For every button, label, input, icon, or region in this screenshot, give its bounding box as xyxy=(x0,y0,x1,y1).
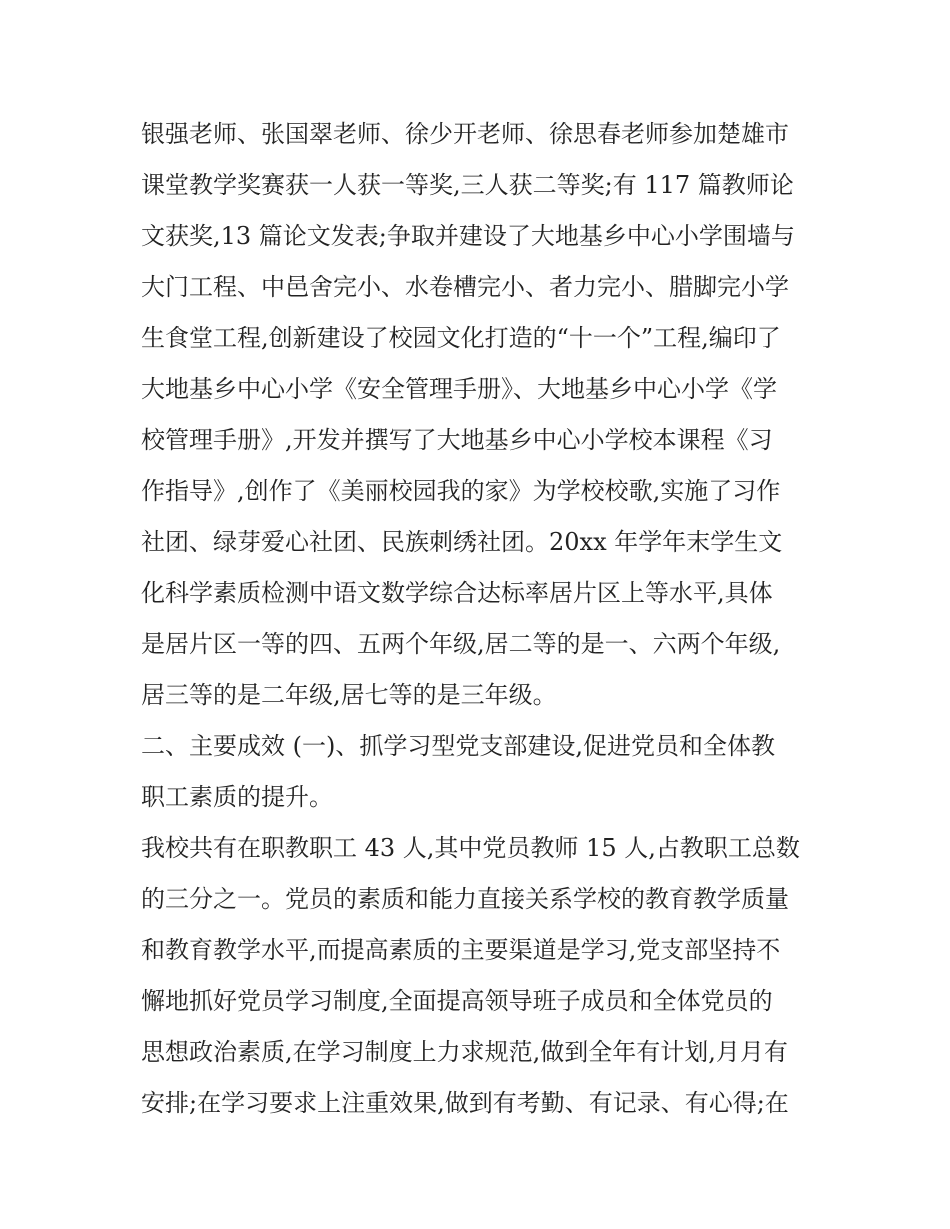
text-line: 是居片区一等的四、五两个年级,居二等的是一、六两个年级, xyxy=(141,630,781,658)
text-line: 课堂教学奖赛获一人获一等奖,三人获二等奖;有 117 篇教师论 xyxy=(141,171,794,199)
text-line: 我校共有在职教职工 43 人,其中党员教师 15 人,占教职工总数 xyxy=(141,834,800,862)
text-line: 校管理手册》,开发并撰写了大地基乡中心小学校本课程《习 xyxy=(141,426,773,454)
text-line: 社团、绿芽爱心社团、民族刺绣社团。20xx 年学年末学生文 xyxy=(141,528,783,556)
text-line: 文获奖,13 篇论文发表;争取并建设了大地基乡中心小学围墙与 xyxy=(141,222,795,250)
document-body xyxy=(141,109,821,1129)
text-line: 银强老师、张国翠老师、徐少开老师、徐思春老师参加楚雄市 xyxy=(141,120,789,148)
text-line: 懈地抓好党员学习制度,全面提高领导班子成员和全体党员的 xyxy=(141,987,773,1015)
text-line: 化科学素质检测中语文数学综合达标率居片区上等水平,具体 xyxy=(141,579,773,607)
text-line: 作指导》,创作了《美丽校园我的家》为学校校歌,实施了习作 xyxy=(141,477,781,505)
text-line: 安排;在学习要求上注重效果,做到有考勤、有记录、有心得;在 xyxy=(141,1089,789,1117)
text-line: 居三等的是二年级,居七等的是三年级。 xyxy=(141,681,557,709)
text-line: 大门工程、中邑舍完小、水卷槽完小、者力完小、腊脚完小学 xyxy=(141,273,789,301)
text-line: 的三分之一。党员的素质和能力直接关系学校的教育教学质量 xyxy=(141,885,789,913)
text-line: 生食堂工程,创新建设了校园文化打造的“十一个”工程,编印了 xyxy=(141,324,781,352)
text-line: 思想政治素质,在学习制度上力求规范,做到全年有计划,月月有 xyxy=(141,1038,788,1066)
text-line: 大地基乡中心小学《安全管理手册》、大地基乡中心小学《学 xyxy=(141,375,777,403)
section-heading-line: 二、主要成效 (一)、抓学习型党支部建设,促进党员和全体教 xyxy=(141,732,775,760)
section-heading-line: 职工素质的提升。 xyxy=(141,783,333,811)
text-line: 和教育教学水平,而提高素质的主要渠道是学习,党支部坚持不 xyxy=(141,936,781,964)
